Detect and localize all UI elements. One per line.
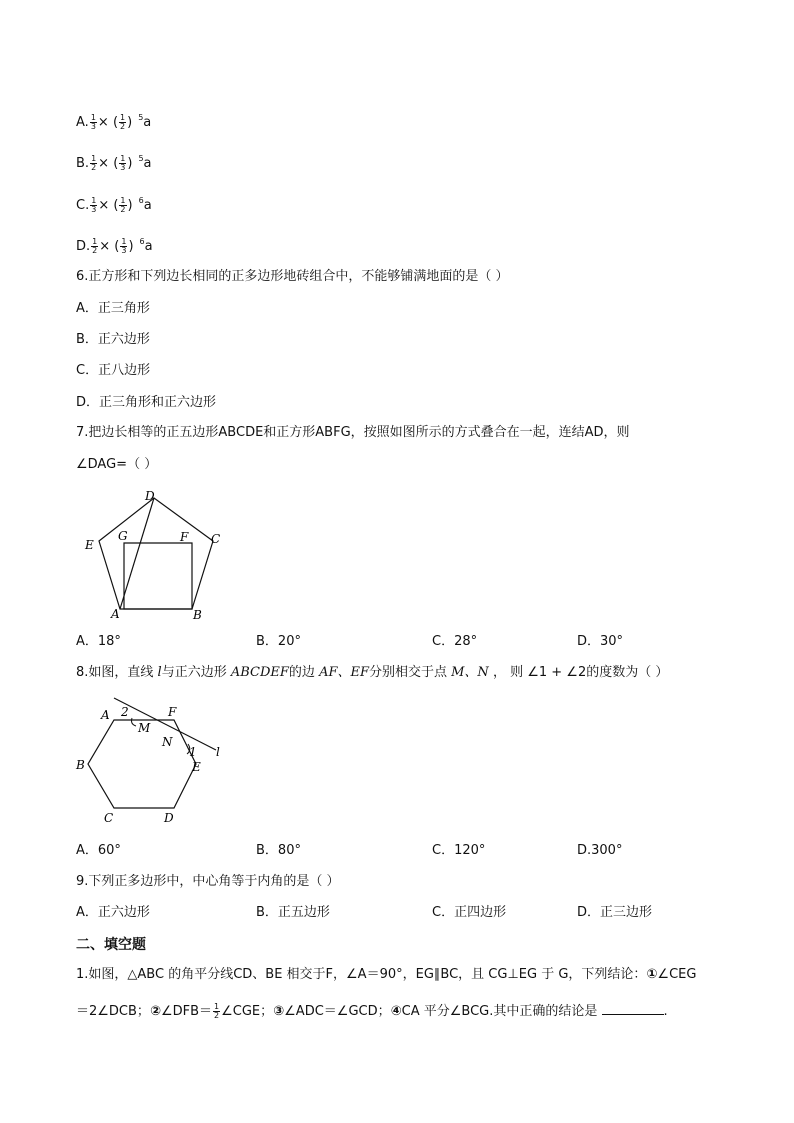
label-m: M: [138, 721, 151, 735]
square-abfg: [124, 543, 192, 609]
q6-option-a[interactable]: A．正三角形: [76, 301, 150, 316]
fill1-line1: 1.如图，△ABC 的角平分线CD、BE 相交于F，∠A＝90°，EG∥BC，且 CG⊥EG 于 G，下列结论：①∠CEG: [76, 967, 697, 982]
angle-2-arc: [132, 718, 137, 726]
q9-option-a[interactable]: A．正六边形: [76, 905, 150, 920]
label-angle-1: 1: [189, 745, 197, 759]
q7-option-c[interactable]: C．28°: [432, 634, 478, 649]
fraction: $\frac{1}{2}$: [120, 113, 126, 131]
q8-stem: 8.如图，直线 l与正六边形 ABCDEF的边 AF、EF分别相交于点 M、N ， 则 ∠1 + ∠2的度数为（ ）: [76, 665, 669, 680]
q9-option-b[interactable]: B．正五边形: [256, 905, 330, 920]
label-e: E: [192, 760, 201, 774]
label-f: F: [180, 530, 189, 544]
section-title: 二、填空题: [76, 937, 146, 953]
label-c: C: [211, 532, 221, 546]
segment-ad: [120, 498, 154, 609]
label-c: C: [104, 811, 114, 825]
fraction: $\frac{1}{2}$: [214, 1002, 220, 1020]
q8-option-c[interactable]: C．120°: [432, 843, 486, 858]
q6-option-c[interactable]: C．正八边形: [76, 363, 151, 378]
fill1-line2: ＝2∠DCB；②∠DFB＝ $\frac{1}{2}$ ∠CGE；③∠ADC＝∠GCD；④CA 平分∠BCG.其中正确的结论是 .: [76, 1002, 668, 1020]
fraction: $\frac{1}{3}$: [91, 196, 97, 214]
q5-option-c[interactable]: C. $\frac{1}{3}$ × ( $\frac{1}{2}$ ) $^6$a: [76, 196, 152, 214]
label-angle-2: 2: [121, 705, 129, 719]
q6-stem: 6.正方形和下列边长相同的正多边形地砖组合中，不能够铺满地面的是（ ）: [76, 269, 509, 284]
pentagon-abcde: [99, 498, 213, 609]
label-b: B: [76, 758, 85, 772]
label-l: l: [216, 745, 220, 759]
q9-option-d[interactable]: D．正三边形: [577, 905, 653, 920]
q7-pentagon-figure: [80, 485, 230, 625]
q7-option-d[interactable]: D．30°: [577, 634, 624, 649]
q8-option-a[interactable]: A．60°: [76, 843, 121, 858]
fraction: $\frac{1}{2}$: [91, 154, 97, 172]
q8-hexagon-figure: [70, 690, 240, 830]
q5-option-d[interactable]: D. $\frac{1}{2}$ × ( $\frac{1}{3}$ ) $^6$a: [76, 237, 153, 255]
label-g: G: [118, 529, 128, 543]
label-a: A: [101, 708, 110, 722]
label-b: B: [193, 608, 202, 622]
label-n: N: [162, 735, 173, 749]
fraction: $\frac{1}{3}$: [120, 154, 126, 172]
label-d: D: [164, 811, 174, 825]
q9-stem: 9.下列正多边形中，中心角等于内角的是（ ）: [76, 874, 340, 889]
q7-option-a[interactable]: A．18°: [76, 634, 121, 649]
fraction: $\frac{1}{2}$: [92, 237, 98, 255]
fraction: $\frac{1}{3}$: [90, 113, 96, 131]
label-a: A: [111, 607, 120, 621]
fraction: $\frac{1}{3}$: [121, 237, 127, 255]
q8-option-d[interactable]: D.300°: [577, 843, 623, 858]
q7-stem-line1: 7.把边长相等的正五边形ABCDE和正方形ABFG，按照如图所示的方式叠合在一起，连结AD，则: [76, 425, 630, 440]
answer-blank[interactable]: [602, 1002, 664, 1015]
q8-option-b[interactable]: B．80°: [256, 843, 301, 858]
q5-option-a[interactable]: A. $\frac{1}{3}$ × ( $\frac{1}{2}$ ) $^5$a: [76, 113, 152, 131]
q6-option-b[interactable]: B．正六边形: [76, 332, 150, 347]
q6-option-d[interactable]: D．正三角形和正六边形: [76, 395, 217, 410]
label-e: E: [85, 538, 94, 552]
fraction: $\frac{1}{2}$: [120, 196, 126, 214]
label-f: F: [168, 705, 177, 719]
q5-option-b[interactable]: B. $\frac{1}{2}$ × ( $\frac{1}{3}$ ) $^5$a: [76, 154, 152, 172]
label-d: D: [145, 489, 155, 503]
q9-option-c[interactable]: C．正四边形: [432, 905, 507, 920]
q7-stem-line2: ∠DAG=（ ）: [76, 457, 158, 472]
q7-option-b[interactable]: B．20°: [256, 634, 301, 649]
